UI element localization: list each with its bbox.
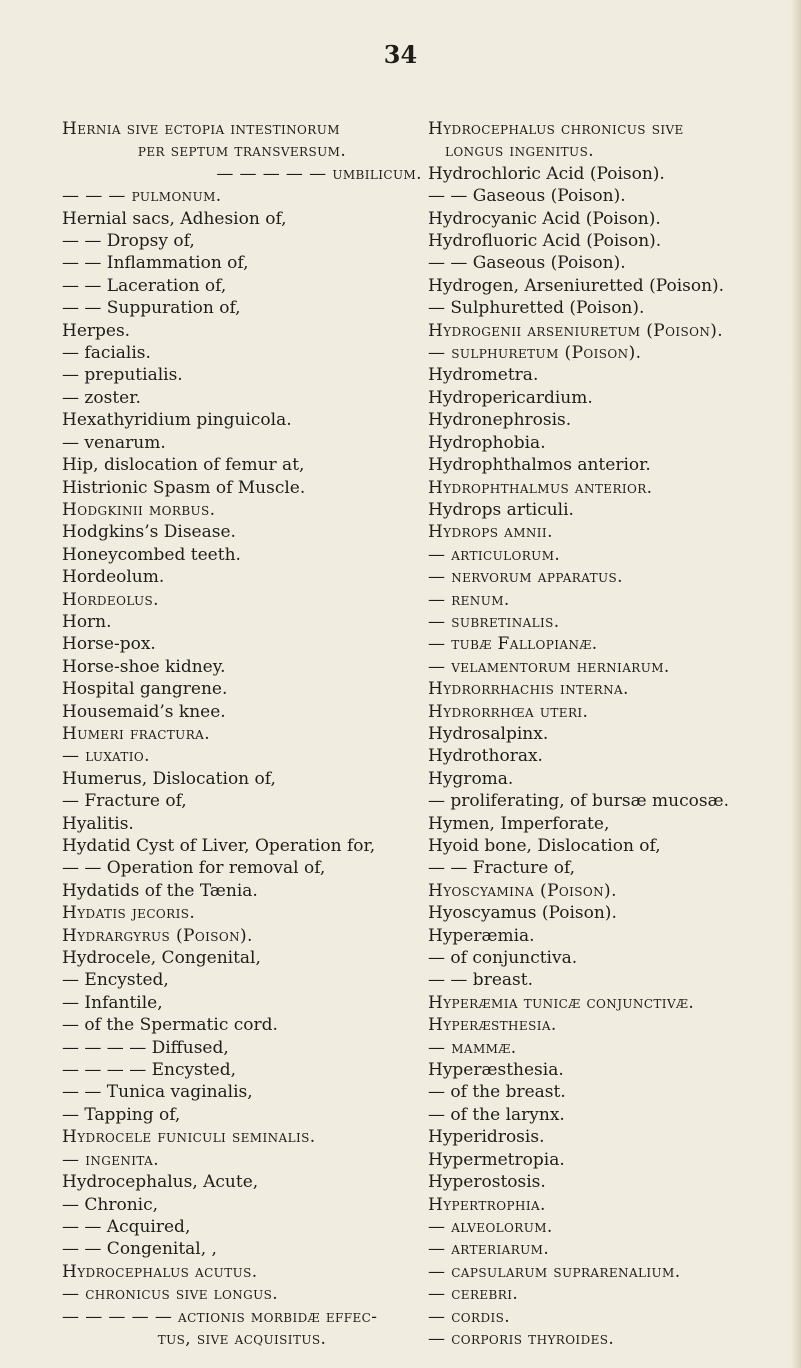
page-number: 34 bbox=[383, 40, 418, 69]
index-entry: Hydrocyanic Acid (Poison). bbox=[428, 208, 661, 229]
index-entry: Hyperæsthesia. bbox=[428, 1015, 557, 1036]
index-entry: Hydropericardium. bbox=[428, 387, 593, 408]
index-entry: longus ingenitus. bbox=[445, 141, 594, 162]
index-entry: — — — — — actionis morbidæ effec- bbox=[62, 1306, 378, 1327]
index-entry: Hordeolum. bbox=[62, 567, 165, 588]
index-entry: Humerus, Dislocation of, bbox=[62, 768, 276, 789]
index-entry: Hydatid Cyst of Liver, Operation for, bbox=[62, 836, 376, 856]
index-entry: — — Congenital, , bbox=[62, 1239, 217, 1260]
index-entry: Hospital gangrene. bbox=[62, 679, 228, 700]
index-entry: Hydatids of the Tænia. bbox=[62, 880, 258, 901]
index-entry: — — Dropsy of, bbox=[62, 231, 195, 252]
index-entry: Histrionic Spasm of Muscle. bbox=[62, 477, 306, 498]
index-entry: — — breast. bbox=[428, 970, 533, 991]
right-column bbox=[428, 118, 788, 1350]
page-edge-shadow bbox=[791, 0, 801, 1368]
index-entry: Hydrocephalus, Acute, bbox=[62, 1172, 259, 1193]
index-entry: Hydrochloric Acid (Poison). bbox=[428, 163, 665, 184]
index-entry: Hexathyridium pinguicola. bbox=[62, 410, 292, 431]
index-entry: — — — — Encysted, bbox=[62, 1060, 237, 1081]
index-entry: Herpes. bbox=[62, 320, 131, 341]
index-entry: — corporis thyroides. bbox=[428, 1328, 615, 1349]
index-entry: Hydrocephalus chronicus sive bbox=[428, 119, 684, 139]
index-entry: Horse-shoe kidney. bbox=[62, 656, 226, 677]
index-entry: Hyoscyamina (Poison). bbox=[428, 880, 617, 901]
index-entry: Humeri fractura. bbox=[62, 723, 210, 744]
index-entry: Hodgkins’s Disease. bbox=[62, 522, 236, 543]
index-entry: Hydrosalpinx. bbox=[428, 723, 549, 744]
index-entry: Hydrargyrus (Poison). bbox=[62, 925, 253, 946]
index-entry: — zoster. bbox=[62, 387, 141, 408]
index-entry: — chronicus sive longus. bbox=[62, 1284, 279, 1305]
index-entry: Hydrophthalmos anterior. bbox=[428, 455, 651, 476]
index-entry: Hyoid bone, Dislocation of, bbox=[428, 836, 661, 856]
index-entry: — — Inflammation of, bbox=[62, 253, 249, 274]
index-entry: — tubæ Fallopianæ. bbox=[428, 634, 598, 655]
index-entry: Hydrothorax. bbox=[428, 746, 543, 767]
index-entry: Hydrogen, Arseniuretted (Poison). bbox=[428, 275, 725, 296]
index-entry: Hydrophthalmus anterior. bbox=[428, 477, 653, 498]
index-entry: Hyperostosis. bbox=[428, 1172, 546, 1193]
index-entry: — velamentorum herniarum. bbox=[428, 656, 670, 677]
index-entry: Honeycombed teeth. bbox=[62, 544, 241, 565]
index-entry: — facialis. bbox=[62, 343, 151, 364]
index-entry: Hyoscyamus (Poison). bbox=[428, 903, 617, 924]
index-entry: — renum. bbox=[428, 589, 510, 610]
index-entry: Horse-pox. bbox=[62, 634, 156, 655]
index-entry: — arteriarum. bbox=[428, 1239, 550, 1260]
index-entry: — — Operation for removal of, bbox=[62, 858, 326, 879]
index-entry: — — Gaseous (Poison). bbox=[428, 253, 626, 274]
index-entry: — Encysted, bbox=[62, 970, 169, 991]
index-entry: — — Gaseous (Poison). bbox=[428, 186, 626, 207]
index-entry: Hydrogenii arseniuretum (Poison). bbox=[428, 320, 724, 341]
index-entry: — articulorum. bbox=[428, 544, 561, 565]
index-entry: — preputialis. bbox=[62, 365, 183, 386]
index-entry: Hydrops articuli. bbox=[428, 499, 574, 520]
index-entry: — of conjunctiva. bbox=[428, 948, 578, 969]
index-entry: Hydronephrosis. bbox=[428, 410, 572, 431]
index-entry: — of the Spermatic cord. bbox=[62, 1015, 278, 1036]
index-entry: Hyperæsthesia. bbox=[428, 1060, 564, 1081]
index-entry: Hydrorrhœa uteri. bbox=[428, 701, 589, 722]
index-entry: — cordis. bbox=[428, 1306, 511, 1327]
index-entry: — subretinalis. bbox=[428, 611, 560, 632]
index-entry: — Tapping of, bbox=[62, 1104, 181, 1125]
index-entry: — — Suppuration of, bbox=[62, 298, 241, 319]
index-entry: Hyperæmia tunicæ conjunctivæ. bbox=[428, 992, 695, 1013]
index-entry: Hodgkinii morbus. bbox=[62, 499, 216, 520]
index-entry: — cerebri. bbox=[428, 1284, 519, 1305]
index-entry: Hydrops amnii. bbox=[428, 522, 553, 543]
index-entry: — — — — Diffused, bbox=[62, 1037, 229, 1058]
index-entry: — Chronic, bbox=[62, 1194, 159, 1215]
index-entry: — alveolorum. bbox=[428, 1216, 553, 1237]
index-entry: Hyperæmia. bbox=[428, 925, 535, 946]
index-entry: — nervorum apparatus. bbox=[428, 567, 623, 588]
index-entry: Hydrorrhachis interna. bbox=[428, 679, 629, 700]
index-entry: — of the breast. bbox=[428, 1082, 566, 1103]
index-entry: Horn. bbox=[62, 611, 112, 632]
index-entry: Housemaid’s knee. bbox=[62, 701, 226, 722]
index-entry: Hydrophobia. bbox=[428, 432, 546, 453]
index-entry: — — Fracture of, bbox=[428, 858, 576, 879]
index-entry: — Fracture of, bbox=[62, 791, 187, 812]
index-entry: Hernial sacs, Adhesion of, bbox=[62, 208, 287, 229]
index-entry: Hypermetropia. bbox=[428, 1149, 565, 1170]
index-entry: — proliferating, of bursæ mucosæ. bbox=[428, 791, 729, 812]
index-entry: — capsularum suprarenalium. bbox=[428, 1261, 681, 1282]
index-entry: Hordeolus. bbox=[62, 589, 159, 610]
index-entry: — — Acquired, bbox=[62, 1216, 191, 1237]
index-entry: Hydrocephalus acutus. bbox=[62, 1261, 258, 1282]
index-entry: per septum transversum. bbox=[137, 141, 347, 162]
index-entry: — sulphuretum (Poison). bbox=[428, 343, 642, 364]
index-entry: — luxatio. bbox=[62, 746, 150, 767]
index-entry: Hernia sive ectopia intestinorum bbox=[62, 119, 340, 139]
index-entry: Hypertrophia. bbox=[428, 1194, 546, 1215]
index-entry: Hip, dislocation of femur at, bbox=[62, 455, 305, 476]
index-entry: Hyperidrosis. bbox=[428, 1127, 545, 1148]
index-entry: Hyalitis. bbox=[62, 813, 134, 834]
index-entry: — mammæ. bbox=[428, 1037, 517, 1058]
index-entry: Hydrocele funiculi seminalis. bbox=[62, 1127, 316, 1148]
index-entry: — of the larynx. bbox=[428, 1104, 565, 1125]
index-entry: — — — — — umbilicum. bbox=[216, 163, 422, 184]
index-entry: — — — pulmonum. bbox=[62, 186, 222, 207]
index-entry: — ingenita. bbox=[62, 1149, 160, 1170]
index-entry: tus, sive acquisitus. bbox=[157, 1328, 327, 1349]
index-entry: Hydatis jecoris. bbox=[62, 903, 196, 924]
index-entry: — Sulphuretted (Poison). bbox=[428, 298, 645, 319]
index-entry: Hygroma. bbox=[428, 768, 514, 789]
index-entry: — Infantile, bbox=[62, 992, 163, 1013]
index-entry: Hydrometra. bbox=[428, 365, 539, 386]
index-entry: — — Tunica vaginalis, bbox=[62, 1082, 253, 1103]
index-entry: — venarum. bbox=[62, 432, 166, 453]
index-entry: Hydrocele, Congenital, bbox=[62, 948, 261, 969]
left-column bbox=[62, 118, 422, 1350]
index-entry: — — Laceration of, bbox=[62, 275, 227, 296]
index-entry: Hydrofluoric Acid (Poison). bbox=[428, 231, 662, 252]
index-entry: Hymen, Imperforate, bbox=[428, 813, 610, 834]
